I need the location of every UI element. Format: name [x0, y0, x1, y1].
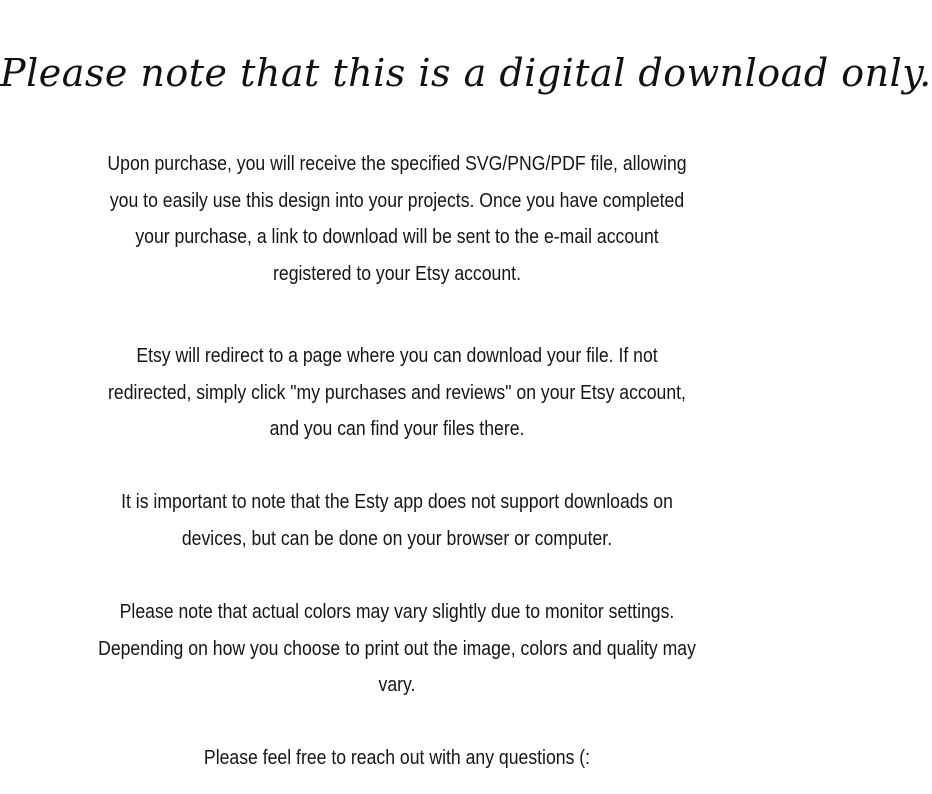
text-line: your purchase, a link to download will be sent to the e-mail account	[135, 225, 659, 248]
text-line: vary.	[378, 673, 416, 696]
text-line: Upon purchase, you will receive the specified SVG/PNG/PDF file, allowing	[107, 152, 687, 175]
text-line: It is important to note that the Esty app does not support downloads on	[121, 490, 673, 513]
text-line: and you can find your files there.	[269, 417, 525, 440]
paragraph-app-note	[62, 484, 733, 557]
page-title: Please note that this is a digital download only.	[0, 51, 932, 95]
text-line: you to easily use this design into your projects. Once you have completed	[109, 188, 685, 212]
text-line: Please feel free to reach out with any questions (:	[203, 746, 591, 769]
text-line: redirected, simply click "my purchases and reviews" on your Etsy account,	[108, 380, 686, 404]
text-line: registered to your Etsy account.	[273, 261, 521, 285]
text-line: Etsy will redirect to a page where you can download your file. If not	[136, 344, 658, 367]
text-line: Depending on how you choose to print out the image, colors and quality may	[98, 636, 696, 660]
paragraph-colors	[62, 594, 733, 704]
paragraph-contact	[62, 740, 733, 777]
paragraph-purchase	[62, 146, 733, 292]
text-line: devices, but can be done on your browser or computer.	[181, 526, 613, 550]
text-line: Please note that actual colors may vary slightly due to monitor settings.	[119, 600, 675, 623]
paragraph-redirect	[62, 338, 733, 448]
